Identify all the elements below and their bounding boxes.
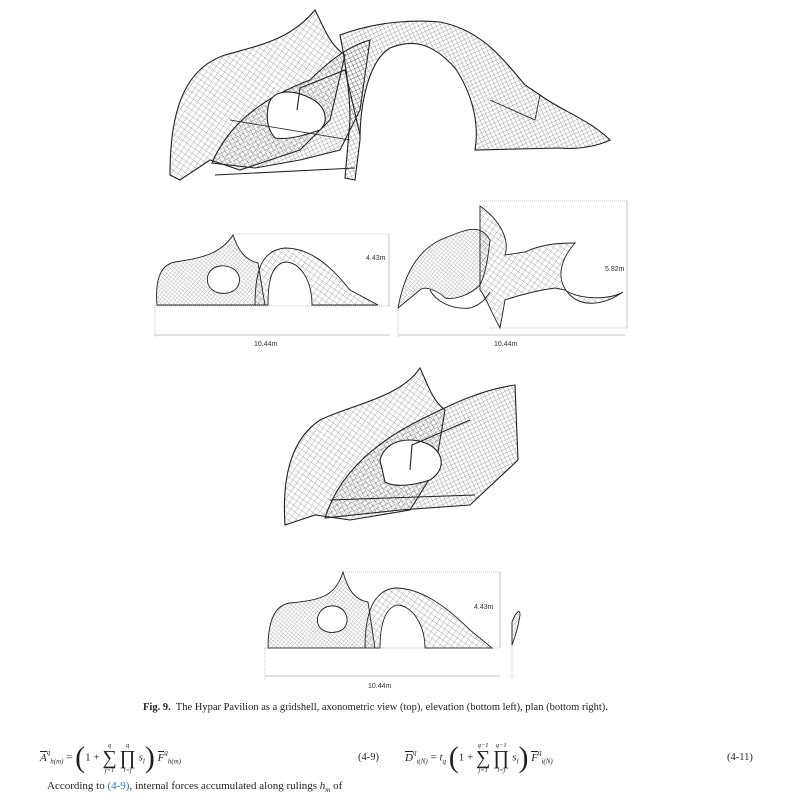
elevation-repeat-height-label: 4.43m bbox=[474, 604, 494, 611]
elevation-repeat-width-label: 10.44m bbox=[368, 683, 392, 690]
plan-right bbox=[398, 206, 623, 328]
figure-caption-text: The Hypar Pavilion as a gridshell, axonometric view (top), elevation (bottom left), plan (bottom right). bbox=[175, 702, 608, 713]
equation-4-9: $A^q_{h(m)} = (1$ + q ∑ j=1 q ∏ l=j $s_l$) $F^q_{h(m)}$ bbox=[40, 741, 182, 774]
elevation-left bbox=[157, 235, 378, 305]
elevation-height-label: 4.43m bbox=[366, 255, 386, 262]
figure-caption bbox=[143, 702, 608, 713]
figure-label: Fig. 9. bbox=[143, 702, 171, 713]
plan-height-label: 5.82m bbox=[605, 266, 625, 273]
equation-4-11-number: (4-11) bbox=[727, 752, 753, 763]
equation-4-9-number: (4-9) bbox=[358, 752, 379, 763]
equation-reference-link[interactable]: (4-9) bbox=[107, 780, 130, 792]
axonometric-repeat bbox=[284, 368, 518, 525]
eq1-lhs: A bbox=[40, 751, 47, 764]
top-axonometric bbox=[170, 10, 610, 180]
elevation-width-label: 10.44m bbox=[254, 341, 278, 348]
body-paragraph: According to (4-9), internal forces accumulated along rulings $h_m$ of bbox=[47, 780, 343, 794]
equation-4-11: $D^q_{i(N)} = t_q$ (1 + q−1 ∑ j=1 q−1 ∏ l=j $s_l$) $F^q_{i(N)}$ bbox=[405, 741, 553, 774]
plan-width-label: 10.44m bbox=[494, 341, 518, 348]
